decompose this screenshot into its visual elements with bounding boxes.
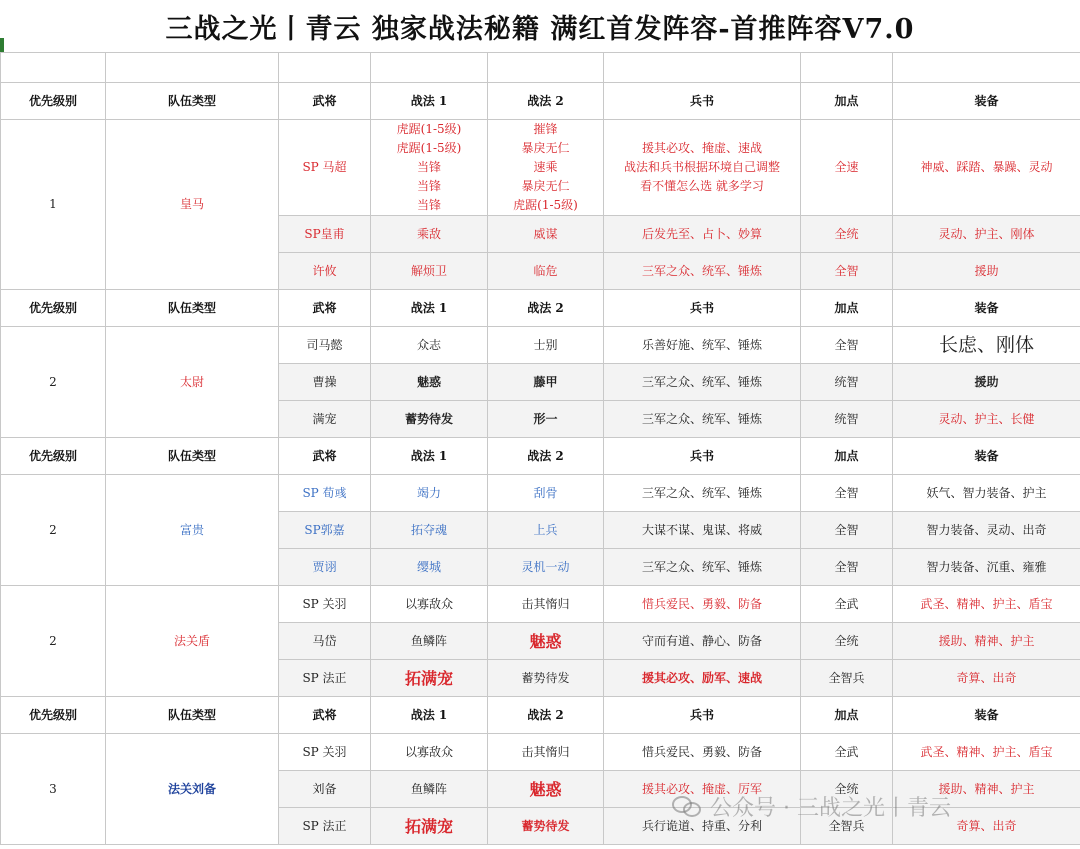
general-cell: SP 关羽 <box>279 586 371 623</box>
header-points: 加点 <box>801 83 893 120</box>
tactic2-cell: 魅惑 <box>488 623 604 660</box>
page-title: 三战之光丨青云 独家战法秘籍 满红首发阵容-首推阵容V7.0 <box>165 13 915 45</box>
team-type-cell: 法关刘备 <box>106 734 279 845</box>
gear-cell: 援助 <box>893 253 1080 290</box>
points-cell: 全智 <box>801 549 893 586</box>
tactic2-cell: 藤甲 <box>488 364 604 401</box>
general-cell: SP 荀彧 <box>279 475 371 512</box>
points-cell: 全智 <box>801 512 893 549</box>
general-cell: SP 法正 <box>279 808 371 845</box>
header-gear: 装备 <box>893 697 1080 734</box>
tactic2-cell: 魅惑 <box>488 771 604 808</box>
gear-cell: 妖气、智力装备、护主 <box>893 475 1080 512</box>
gear-cell: 神威、踩踏、暴躁、灵动 <box>893 120 1080 216</box>
team-type-cell: 皇马 <box>106 120 279 290</box>
book-cell: 惜兵爱民、勇毅、防备 <box>604 586 801 623</box>
table-row <box>1 586 1080 623</box>
tactic2-cell: 击其惰归 <box>488 734 604 771</box>
book-cell <box>604 120 801 216</box>
tactic2-cell: 蓄势待发 <box>488 660 604 697</box>
general-cell: 贾诩 <box>279 549 371 586</box>
book-line: 战法和兵书根据环境自己调整 <box>623 160 780 174</box>
priority-cell: 2 <box>1 475 106 586</box>
team-type-cell: 太尉 <box>106 327 279 438</box>
points-cell: 全统 <box>801 623 893 660</box>
gear-cell: 灵动、护主、长健 <box>893 401 1080 438</box>
points-cell: 全智兵 <box>801 808 893 845</box>
book-cell: 援其必攻、掩虚、厉军 <box>604 771 801 808</box>
points-cell: 统智 <box>801 401 893 438</box>
tactic1-cell: 拓满宠 <box>371 808 488 845</box>
tactic2-cell: 上兵 <box>488 512 604 549</box>
gear-cell: 奇算、出奇 <box>893 808 1080 845</box>
points-cell: 统智 <box>801 364 893 401</box>
general-cell: SP 马超 <box>279 120 371 216</box>
tactic1-line: 当锋 <box>416 160 441 174</box>
table-row <box>1 475 1080 512</box>
header-book: 兵书 <box>604 438 801 475</box>
book-cell: 三军之众、统军、锤炼 <box>604 253 801 290</box>
priority-cell: 2 <box>1 586 106 697</box>
table-row <box>1 734 1080 771</box>
tactic1-cell: 以寡敌众 <box>371 586 488 623</box>
points-cell: 全智 <box>801 327 893 364</box>
gear-cell: 智力装备、沉重、雍雅 <box>893 549 1080 586</box>
gear-cell: 援助 <box>893 364 1080 401</box>
book-cell: 守而有道、静心、防备 <box>604 623 801 660</box>
book-cell: 三军之众、统军、锤炼 <box>604 549 801 586</box>
gear-cell: 灵动、护主、刚体 <box>893 216 1080 253</box>
book-cell: 三军之众、统军、锤炼 <box>604 475 801 512</box>
header-gear: 装备 <box>893 438 1080 475</box>
tactic1-cell: 拓满宠 <box>371 660 488 697</box>
header-priority: 优先级别 <box>1 697 106 734</box>
general-cell: SP郭嘉 <box>279 512 371 549</box>
tactic1-cell: 蓄势待发 <box>371 401 488 438</box>
header-priority: 优先级别 <box>1 83 106 120</box>
header-general: 武将 <box>279 83 371 120</box>
gear-cell: 长虑、刚体 <box>893 327 1080 364</box>
priority-cell: 2 <box>1 327 106 438</box>
tactic1-cell: 解烦卫 <box>371 253 488 290</box>
book-cell: 三军之众、统军、锤炼 <box>604 364 801 401</box>
tactic1-cell: 竭力 <box>371 475 488 512</box>
book-cell: 乐善好施、统军、锤炼 <box>604 327 801 364</box>
header-tactic2: 战法 2 <box>488 290 604 327</box>
tactic2-cell: 击其惰归 <box>488 586 604 623</box>
book-cell: 援其必攻、励军、速战 <box>604 660 801 697</box>
gear-cell: 武圣、精神、护主、盾宝 <box>893 586 1080 623</box>
points-cell: 全智 <box>801 475 893 512</box>
tactic1-cell: 乘敌 <box>371 216 488 253</box>
tactic1-cell: 鱼鳞阵 <box>371 771 488 808</box>
table-row <box>1 120 1080 216</box>
tactic1-cell: 鱼鳞阵 <box>371 623 488 660</box>
header-general: 武将 <box>279 438 371 475</box>
header-tactic1: 战法 1 <box>371 697 488 734</box>
header-row <box>1 697 1080 734</box>
tactic1-cell: 拓夺魂 <box>371 512 488 549</box>
team-type-cell: 法关盾 <box>106 586 279 697</box>
tactic2-line: 速乘 <box>533 160 558 174</box>
header-points: 加点 <box>801 438 893 475</box>
general-cell: 满宠 <box>279 401 371 438</box>
header-team-type: 队伍类型 <box>106 290 279 327</box>
tactic2-cell: 蓄势待发 <box>488 808 604 845</box>
header-row <box>1 83 1080 120</box>
general-cell: 司马懿 <box>279 327 371 364</box>
tactic1-cell <box>371 120 488 216</box>
points-cell: 全智兵 <box>801 660 893 697</box>
blank-row <box>1 53 1080 83</box>
lineup-table <box>0 52 1080 845</box>
header-tactic1: 战法 1 <box>371 83 488 120</box>
points-cell: 全智 <box>801 253 893 290</box>
tactic1-line: 当锋 <box>416 179 441 193</box>
general-cell: SP皇甫 <box>279 216 371 253</box>
tactic1-line: 当锋 <box>416 198 441 212</box>
tactic1-cell: 以寡敌众 <box>371 734 488 771</box>
header-points: 加点 <box>801 697 893 734</box>
header-priority: 优先级别 <box>1 438 106 475</box>
general-cell: 刘备 <box>279 771 371 808</box>
tactic1-cell: 魅惑 <box>371 364 488 401</box>
gear-cell: 奇算、出奇 <box>893 660 1080 697</box>
tactic1-line: 虎踞(1-5级) <box>396 122 462 136</box>
cell-corner-marker <box>0 38 4 52</box>
table-row <box>1 327 1080 364</box>
header-row <box>1 438 1080 475</box>
general-cell: 曹操 <box>279 364 371 401</box>
points-cell: 全武 <box>801 734 893 771</box>
tactic2-cell: 灵机一动 <box>488 549 604 586</box>
gear-cell: 援助、精神、护主 <box>893 623 1080 660</box>
book-cell: 惜兵爱民、勇毅、防备 <box>604 734 801 771</box>
points-cell: 全统 <box>801 216 893 253</box>
tactic2-line: 暴戾无仁 <box>521 179 570 193</box>
header-book: 兵书 <box>604 290 801 327</box>
header-book: 兵书 <box>604 697 801 734</box>
header-general: 武将 <box>279 697 371 734</box>
header-priority: 优先级别 <box>1 290 106 327</box>
book-line: 看不懂怎么选 就多学习 <box>640 179 764 193</box>
points-cell: 全速 <box>801 120 893 216</box>
tactic2-cell: 刮骨 <box>488 475 604 512</box>
tactic2-line: 暴戾无仁 <box>521 141 570 155</box>
header-points: 加点 <box>801 290 893 327</box>
tactic2-line: 虎踞(1-5级) <box>513 198 578 212</box>
team-type-cell: 富贵 <box>106 475 279 586</box>
header-tactic2: 战法 2 <box>488 697 604 734</box>
priority-cell: 3 <box>1 734 106 845</box>
header-row <box>1 290 1080 327</box>
tactic1-line: 虎踞(1-5级) <box>396 141 462 155</box>
header-tactic1: 战法 1 <box>371 290 488 327</box>
book-cell: 大谋不谋、鬼谋、将威 <box>604 512 801 549</box>
header-tactic1: 战法 1 <box>371 438 488 475</box>
tactic1-cell: 众志 <box>371 327 488 364</box>
header-general: 武将 <box>279 290 371 327</box>
general-cell: 许攸 <box>279 253 371 290</box>
header-tactic2: 战法 2 <box>488 438 604 475</box>
tactic2-cell: 士别 <box>488 327 604 364</box>
general-cell: SP 法正 <box>279 660 371 697</box>
header-team-type: 队伍类型 <box>106 438 279 475</box>
priority-cell: 1 <box>1 120 106 290</box>
general-cell: 马岱 <box>279 623 371 660</box>
header-team-type: 队伍类型 <box>106 697 279 734</box>
watermark-text: 公众号 · 三战之光丨青云 <box>710 795 951 821</box>
header-gear: 装备 <box>893 83 1080 120</box>
tactic2-line: 摧锋 <box>533 122 558 136</box>
general-cell: SP 关羽 <box>279 734 371 771</box>
book-cell: 兵行诡道、持重、分利 <box>604 808 801 845</box>
header-team-type: 队伍类型 <box>106 83 279 120</box>
gear-cell: 援助、精神、护主 <box>893 771 1080 808</box>
tactic2-cell: 形一 <box>488 401 604 438</box>
points-cell: 全武 <box>801 586 893 623</box>
book-cell: 后发先至、占卜、妙算 <box>604 216 801 253</box>
tactic2-cell <box>488 120 604 216</box>
gear-cell: 智力装备、灵动、出奇 <box>893 512 1080 549</box>
header-gear: 装备 <box>893 290 1080 327</box>
book-line: 援其必攻、掩虚、速战 <box>641 141 762 155</box>
tactic2-cell: 威谋 <box>488 216 604 253</box>
tactic1-cell: 缨城 <box>371 549 488 586</box>
book-cell: 三军之众、统军、锤炼 <box>604 401 801 438</box>
header-tactic2: 战法 2 <box>488 83 604 120</box>
gear-cell: 武圣、精神、护主、盾宝 <box>893 734 1080 771</box>
tactic2-cell: 临危 <box>488 253 604 290</box>
header-book: 兵书 <box>604 83 801 120</box>
points-cell: 全统 <box>801 771 893 808</box>
